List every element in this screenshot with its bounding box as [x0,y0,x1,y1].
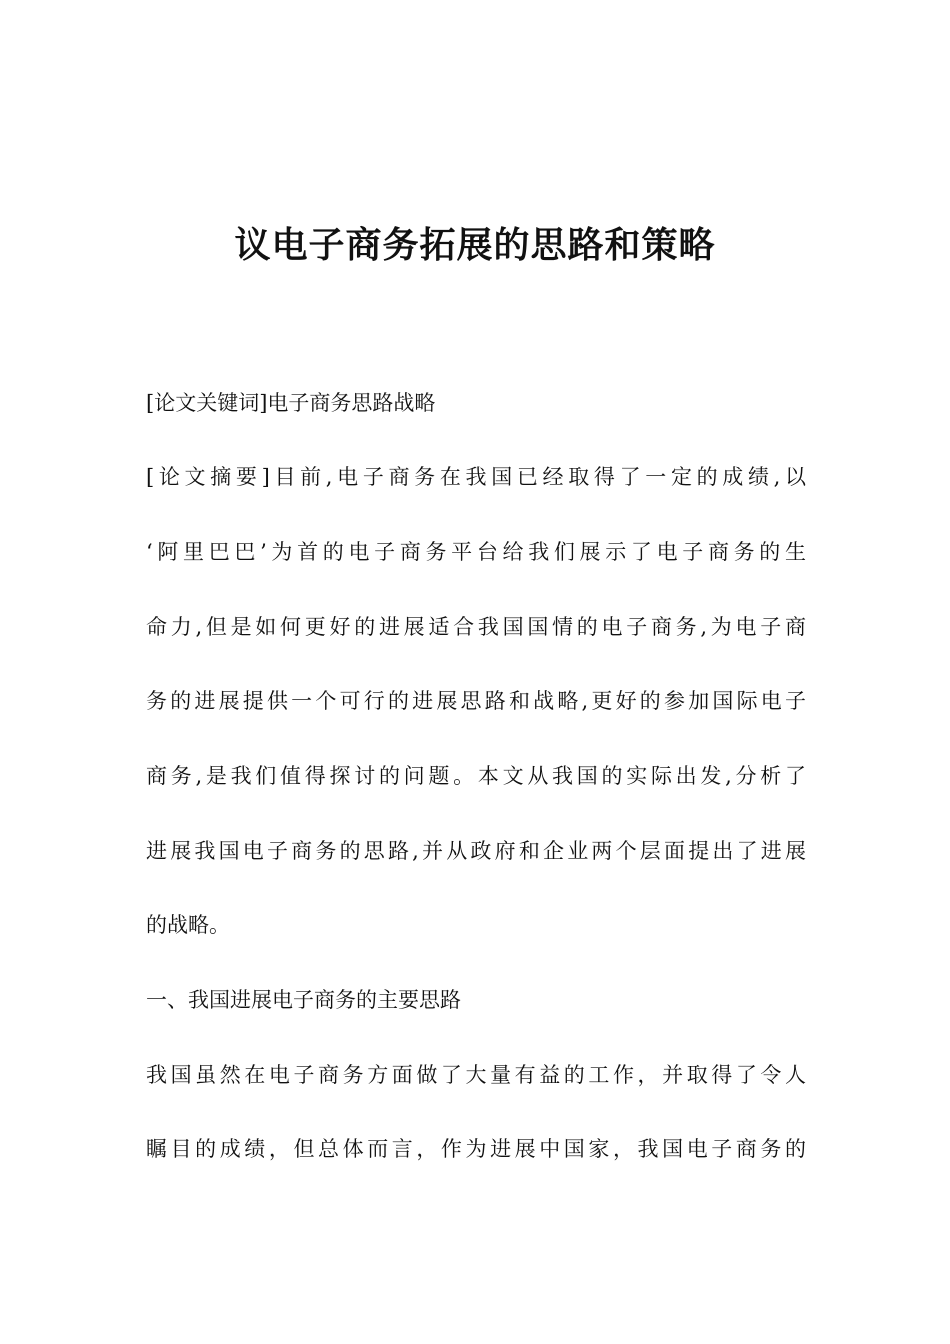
abstract-line-4: 务的进展提供一个可行的进展思路和战略,更好的参加国际电子 [146,689,806,713]
abstract-line-2: ‘阿里巴巴’为首的电子商务平台给我们展示了电子商务的生 [146,540,806,564]
document-title: 议电子商务拓展的思路和策略 [234,225,716,266]
body-line-1: 我国虽然在电子商务方面做了大量有益的工作，并取得了令人 [146,1063,806,1087]
abstract-line-3: 命力,但是如何更好的进展适合我国国情的电子商务,为电子商 [146,615,806,639]
abstract-line-7: 的战略。 [146,913,230,937]
abstract-line-1: [论文摘要]目前,电子商务在我国已经取得了一定的成绩,以 [146,465,806,489]
abstract-line-5: 商务,是我们值得探讨的问题。本文从我国的实际出发,分析了 [146,764,806,788]
body-line-2: 瞩目的成绩，但总体而言，作为进展中国家，我国电子商务的 [146,1137,806,1161]
abstract-line-6: 进展我国电子商务的思路,并从政府和企业两个层面提出了进展 [146,839,806,863]
section-heading: 一、我国进展电子商务的主要思路 [146,988,461,1012]
keywords-line: [论文关键词]电子商务思路战略 [146,391,436,415]
